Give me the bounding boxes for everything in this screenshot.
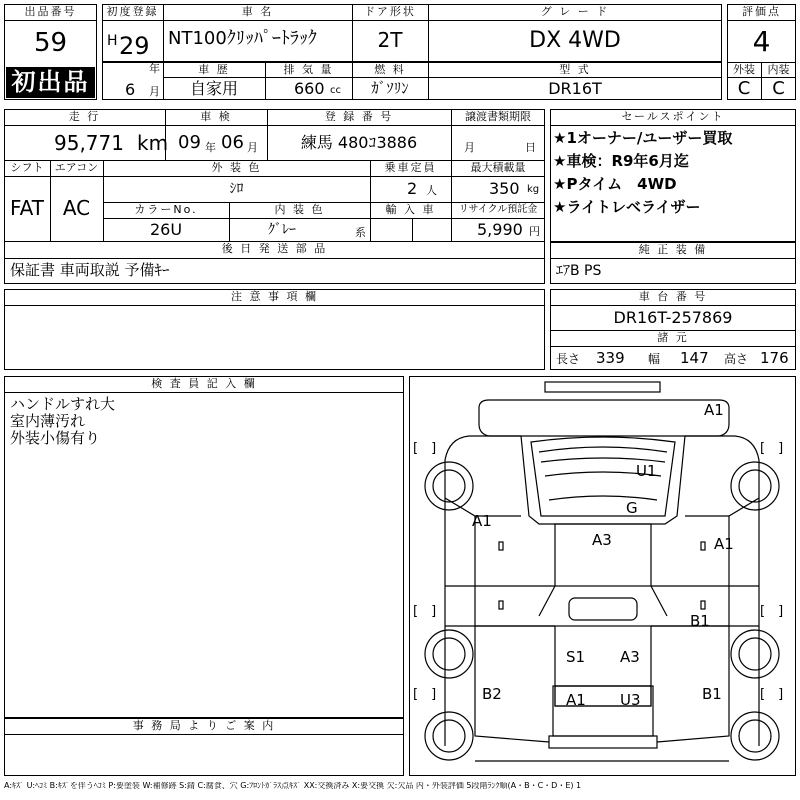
width-label: 幅 [648,352,661,366]
bracket-6: [ ] [760,687,784,702]
damage-bed-left: S1 [566,648,586,666]
int-color-unit: 系 [355,226,366,239]
int-grade: C [772,78,785,99]
color-no-label: カラーNo. [134,203,198,216]
score-label: 評価点 [742,5,781,18]
recycle-label: リサイクル預託金 [458,204,538,215]
import-label: 輸 入 車 [385,203,436,216]
bracket-2: [ ] [760,441,784,456]
width-value: 147 [680,349,709,367]
displacement-value: 660 [294,79,325,98]
recycle-unit: 円 [529,225,540,238]
later-parts-value: 保証書 車両取説 予備ｷｰ [10,261,170,279]
ext-color-value: ｼﾛ [229,181,244,197]
int-color-value: ｸﾞﾚｰ [268,222,296,238]
office-label: 事 務 局 よ り ご 案 内 [132,719,276,732]
capacity-value: 2 [407,179,418,198]
inspector-label: 検 査 員 記 入 欄 [151,377,257,390]
first-listing-badge: 初出品 [6,67,95,98]
chassis-label: 車 台 番 号 [638,290,708,303]
door-label: ドア形状 [364,5,416,18]
lot-label: 出品番号 [24,5,77,18]
dims-label: 諸 元 [657,331,689,344]
transfer-label: 譲渡書類期限 [465,110,531,123]
plate-label: 登 録 番 号 [324,110,394,123]
history-label: 車 歴 [198,63,230,76]
sales-point-3: ★Pタイム 4WD [553,175,677,193]
damage-right-bed-front: B1 [690,612,710,630]
fuel-label: 燃 料 [374,63,406,76]
notes-label: 注 意 事 項 欄 [231,290,318,303]
max-load-label: 最大積載量 [470,161,526,174]
inspection-label: 車 検 [200,110,232,123]
damage-right-door: A1 [714,535,734,553]
damage-tailgate-right: U3 [620,691,641,709]
first-reg-month-unit: 月 [149,85,160,98]
damage-tailgate-left: A1 [566,691,586,709]
capacity-label: 乗車定員 [384,161,437,174]
ext-grade: C [737,78,751,99]
damage-left-front: A1 [472,512,492,530]
first-reg-label: 初度登録 [106,5,159,18]
damage-right-rear: B1 [702,685,722,703]
inspection-year: 09 [178,132,201,153]
sales-point-4: ★ライトレベライザー [553,198,701,216]
length-label: 長さ [556,352,581,366]
lot-number: 59 [33,28,68,58]
bracket-4: [ ] [760,604,784,619]
damage-bed-right: A3 [620,648,640,666]
displacement-label: 排 気 量 [283,63,334,76]
int-color-label: 内 装 色 [274,203,325,216]
int-grade-label: 内装 [767,63,790,76]
first-reg-era: H [107,33,118,49]
sales-points-label: セールスポイント [621,110,725,123]
sales-point-1: ★1オーナー/ユーザー買取 [553,129,733,147]
damage-cab-center: A3 [592,531,612,549]
mileage-label: 走 行 [68,110,101,123]
model-label: 型 式 [559,63,591,76]
damage-windshield: U1 [636,462,657,480]
car-name: NT100ｸﾘｯﾊﾟｰﾄﾗｯｸ [168,28,317,49]
score-value: 4 [752,25,771,58]
later-parts-label: 後 日 発 送 部 品 [221,242,328,255]
bracket-3: [ ] [413,604,437,619]
aircon-label: エアコン [54,161,99,174]
inspector-line-2: 室内薄汚れ [10,412,86,430]
damage-front-bumper: A1 [704,401,724,419]
height-label: 高さ [724,352,749,366]
sales-point-2: ★車検：R9年6月迄 [553,152,689,170]
inspector-line-3: 外装小傷有り [10,429,101,447]
recycle-value: 5,990 [477,220,523,239]
genuine-label: 純 正 装 備 [638,243,708,256]
chassis-number: DR16T-257869 [613,308,733,327]
truck-outline-diagram [409,376,796,776]
first-reg-year-unit: 年 [149,62,160,75]
length-value: 339 [596,349,625,367]
history-value: 自家用 [189,79,238,98]
transfer-month-unit: 月 [464,141,475,154]
inspection-month: 06 [221,132,244,153]
inspection-year-unit: 年 [205,141,216,154]
inspector-line-1: ハンドルすれ大 [10,395,116,413]
grade-label: グ レ ー ド [540,5,610,18]
color-no-value: 26U [149,220,183,239]
transfer-day-unit: 日 [525,141,536,154]
shift-label: シフト [10,161,44,174]
damage-left-rear: B2 [482,685,502,703]
model-code: DR16T [548,79,602,98]
mileage-value: 95,771 [54,131,124,155]
plate-value: 練馬 480ｺ3886 [300,133,418,152]
ext-color-label: 外 装 色 [211,161,262,174]
shift-value: FAT [9,196,44,220]
inspection-month-unit: 月 [247,141,258,154]
bracket-5: [ ] [413,687,437,702]
grade-value: DX 4WD [529,28,621,53]
mileage-unit: km [137,131,169,155]
capacity-unit: 人 [426,184,437,197]
car-name-label: 車 名 [241,5,274,18]
door-value: 2T [377,28,403,52]
first-reg-month: 6 [125,80,136,99]
max-load-value: 350 [489,179,520,198]
first-reg-year: 29 [119,32,150,60]
genuine-value: ｴｱB PS [556,263,602,279]
aircon-value: AC [62,196,91,220]
damage-code-legend: A:ｷｽﾞ U:ﾍｺﾐ B:ｷｽﾞを伴うﾍｺﾐ P:要塗装 W:補修跡 S:錆 C:腐食、穴 G:ﾌﾛﾝﾄｶﾞﾗｽ点ｷｽﾞ XX:交換済み X:要交換 欠:欠品 内・外装評価 5段階ﾗﾝｸ順(A・B・C・D・E) 1 [4,782,582,790]
height-value: 176 [760,349,789,367]
damage-windshield-chip: G [626,499,638,517]
ext-grade-label: 外装 [733,63,755,76]
displacement-unit: cc [330,85,341,96]
max-load-unit: kg [527,184,540,195]
bracket-1: [ ] [413,441,437,456]
fuel-value: ｶﾞｿﾘﾝ [371,79,409,97]
